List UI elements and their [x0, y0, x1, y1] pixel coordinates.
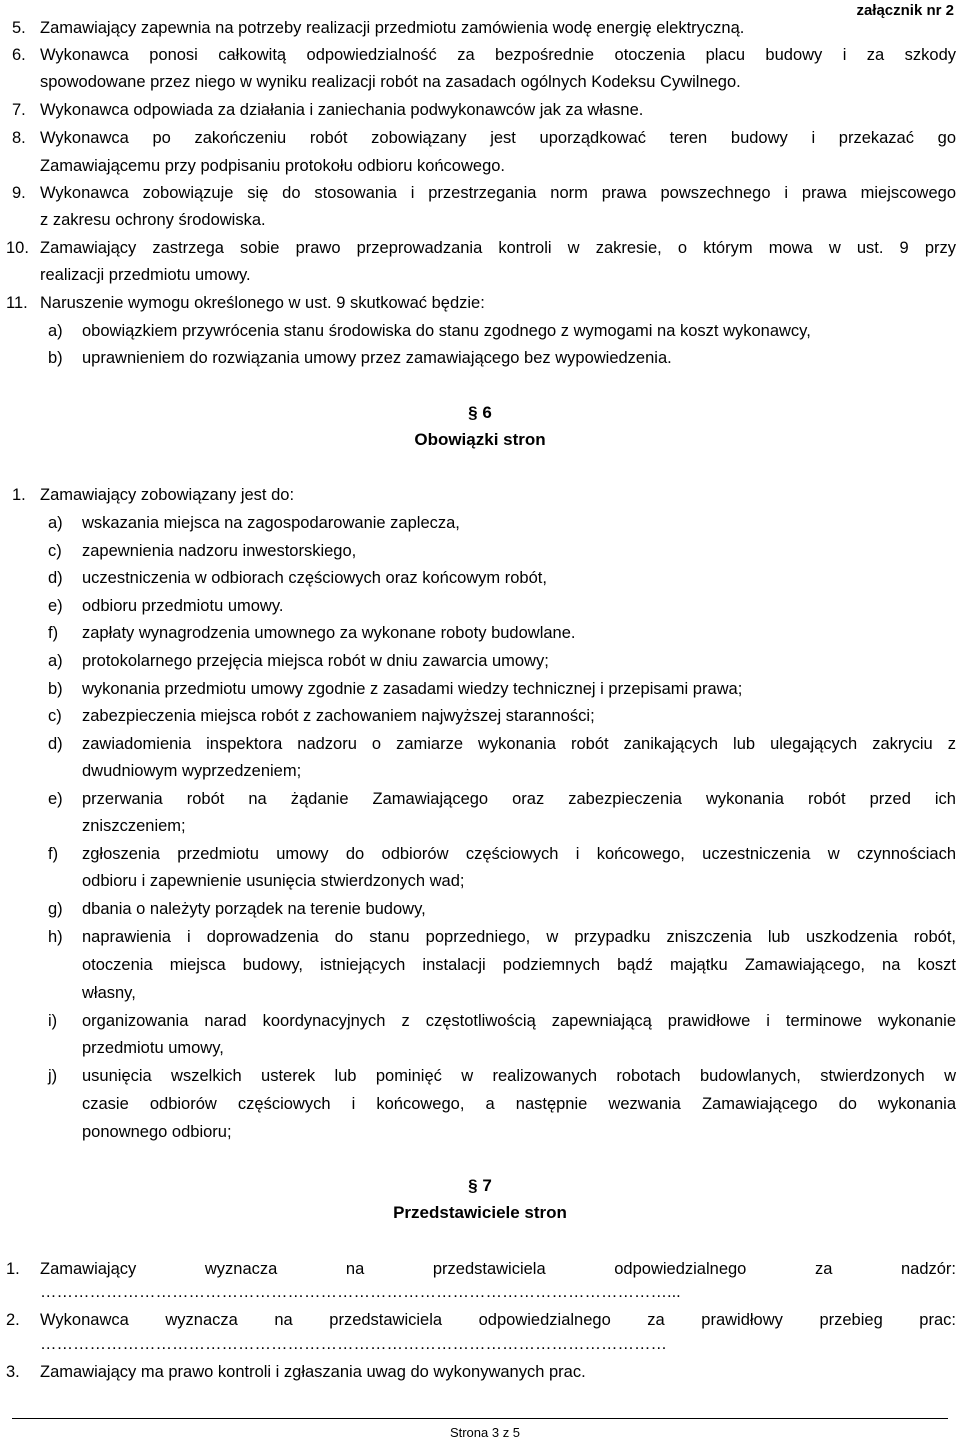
- item-letter: c): [48, 542, 62, 560]
- item-number: 6.: [12, 46, 26, 64]
- list-item: własny,: [82, 984, 136, 1002]
- item-number: 9.: [12, 184, 26, 202]
- paragraph-text: Wykonawca ponosi całkowitą odpowiedzialność za bezpośrednie otoczenia placu budowy i za szkody: [40, 46, 956, 64]
- item-letter: f): [48, 624, 59, 642]
- paragraph-text: Zamawiający zastrzega sobie prawo przeprowadzania kontroli w zakresie, o którym mowa w ust. 9 przy: [40, 239, 956, 257]
- list-item: otoczenia miejsca budowy, istniejących instalacji podziemnych bądź majątku Zamawiającego, na koszt: [82, 956, 956, 974]
- item-letter: d): [48, 735, 63, 753]
- list-item: usunięcia wszelkich usterek lub pominięć w realizowanych robotach budowlanych, stwierdzonych w: [82, 1067, 956, 1085]
- item-number: 1.: [6, 1260, 20, 1278]
- paragraph-text: Wykonawca zobowiązuje się do stosowania i przestrzegania norm prawa powszechnego i prawa miejscowego: [40, 184, 956, 202]
- paragraph-text: Zamawiający zobowiązany jest do:: [40, 486, 295, 504]
- item-letter: d): [48, 569, 63, 587]
- item-letter: c): [48, 707, 62, 725]
- list-item: naprawienia i doprowadzenia do stanu poprzedniego, w przypadku zniszczenia lub uszkodzenia robót,: [82, 928, 956, 946]
- list-item: czasie odbiorów częściowych i końcowego, a następnie wezwania Zamawiającego do wykonania: [82, 1095, 956, 1113]
- item-letter: e): [48, 597, 63, 615]
- paragraph-text: Wykonawca odpowiada za działania i zaniechania podwykonawców jak za własne.: [40, 101, 644, 119]
- paragraph-text: Zamawiający zapewnia na potrzeby realizacji przedmiotu zamówienia wodę energię elektryczną.: [40, 19, 745, 37]
- list-item: zabezpieczenia miejsca robót z zachowaniem najwyższej staranności;: [82, 707, 595, 725]
- item-letter: b): [48, 680, 63, 698]
- list-item: uczestniczenia w odbiorach częściowych oraz końcowym robót,: [82, 569, 547, 587]
- list-item: zniszczeniem;: [82, 817, 186, 835]
- item-number: 3.: [6, 1363, 20, 1381]
- paragraph-text: Wykonawca wyznacza na przedstawiciela odpowiedzialnego za prawidłowy przebieg prac:: [40, 1311, 956, 1329]
- item-letter: e): [48, 790, 63, 808]
- list-item: przedmiotu umowy,: [82, 1039, 224, 1057]
- paragraph-text: z zakresu ochrony środowiska.: [40, 211, 266, 229]
- item-letter: f): [48, 845, 59, 863]
- list-item: protokolarnego przejęcia miejsca robót w dniu zawarcia umowy;: [82, 652, 549, 670]
- list-item: wskazania miejsca na zagospodarowanie zaplecza,: [82, 514, 460, 532]
- item-number: 1.: [12, 486, 26, 504]
- dotted-placeholder: ……………………………………………………………………………………………………: [40, 1335, 667, 1353]
- footer-divider: [12, 1418, 948, 1419]
- item-letter: i): [48, 1012, 58, 1030]
- list-item: zgłoszenia przedmiotu umowy do odbiorów częściowych i końcowego, uczestniczenia w czynnościach: [82, 845, 956, 863]
- list-item: zawiadomienia inspektora nadzoru o zamiarze wykonania robót zanikających lub ulegających zakryciu z: [82, 735, 956, 753]
- item-letter: a): [48, 652, 63, 670]
- section-number-6: [0, 402, 960, 424]
- annex-label: załącznik nr 2: [856, 2, 954, 19]
- item-number: 7.: [12, 101, 26, 119]
- section-number: 7: [482, 1176, 492, 1195]
- page-number: Strona 3 z 5: [449, 1425, 521, 1440]
- item-number: 2.: [6, 1311, 20, 1329]
- item-number: 11.: [6, 294, 28, 312]
- dotted-placeholder: ……………………………………………………………………………………………………...: [40, 1283, 681, 1301]
- item-letter: h): [48, 928, 63, 946]
- section-number: 6: [482, 403, 492, 422]
- list-item: organizowania narad koordynacyjnych z częstotliwością zapewniającą prawidłowe i terminowe wykonanie: [82, 1012, 956, 1030]
- paragraph-text: Zamawiający wyznacza na przedstawiciela odpowiedzialnego za nadzór:: [40, 1260, 956, 1278]
- paragraph-text: obowiązkiem przywrócenia stanu środowiska do stanu zgodnego z wymogami na koszt wykonawcy,: [82, 322, 811, 340]
- list-item: zapłaty wynagrodzenia umownego za wykonane roboty budowlane.: [82, 624, 576, 642]
- item-number: 5.: [12, 19, 26, 37]
- list-item: odbioru przedmiotu umowy.: [82, 597, 284, 615]
- list-item: wykonania przedmiotu umowy zgodnie z zasadami wiedzy technicznej i przepisami prawa;: [82, 680, 743, 698]
- paragraph-text: Zamawiający ma prawo kontroli i zgłaszania uwag do wykonywanych prac.: [40, 1363, 586, 1381]
- list-item: zapewnienia nadzoru inwestorskiego,: [82, 542, 357, 560]
- section-number-7: [0, 1175, 960, 1197]
- item-letter: j): [48, 1067, 58, 1085]
- paragraph-text: uprawnieniem do rozwiązania umowy przez zamawiającego bez wypowiedzenia.: [82, 349, 672, 367]
- item-letter: g): [48, 900, 63, 918]
- paragraph-text: spowodowane przez niego w wyniku realizacji robót na zasadach ogólnych Kodeksu Cywilnego.: [40, 73, 741, 91]
- item-number: 10.: [6, 239, 29, 257]
- section-title-6: Obowiązki stron: [414, 430, 546, 449]
- paragraph-text: Wykonawca po zakończeniu robót zobowiązany jest uporządkować teren budowy i przekazać go: [40, 129, 956, 147]
- list-item: dbania o należyty porządek na terenie budowy,: [82, 900, 426, 918]
- paragraph-sign-icon: §: [468, 403, 483, 422]
- paragraph-sign-icon: §: [468, 1176, 483, 1195]
- section-title-7: Przedstawiciele stron: [393, 1203, 567, 1222]
- paragraph-text: realizacji przedmiotu umowy.: [40, 266, 251, 284]
- item-letter: a): [48, 514, 63, 532]
- list-item: przerwania robót na żądanie Zamawiającego oraz zabezpieczenia wykonania robót przed ich: [82, 790, 956, 808]
- list-item: dwudniowym wyprzedzeniem;: [82, 762, 302, 780]
- paragraph-text: Zamawiającemu przy podpisaniu protokołu odbioru końcowego.: [40, 157, 506, 175]
- item-letter: b): [48, 349, 63, 367]
- list-item: odbioru i zapewnienie usunięcia stwierdzonych wad;: [82, 872, 465, 890]
- paragraph-text: Naruszenie wymogu określonego w ust. 9 skutkować będzie:: [40, 294, 485, 312]
- list-item: ponownego odbioru;: [82, 1123, 232, 1141]
- item-letter: a): [48, 322, 63, 340]
- item-number: 8.: [12, 129, 26, 147]
